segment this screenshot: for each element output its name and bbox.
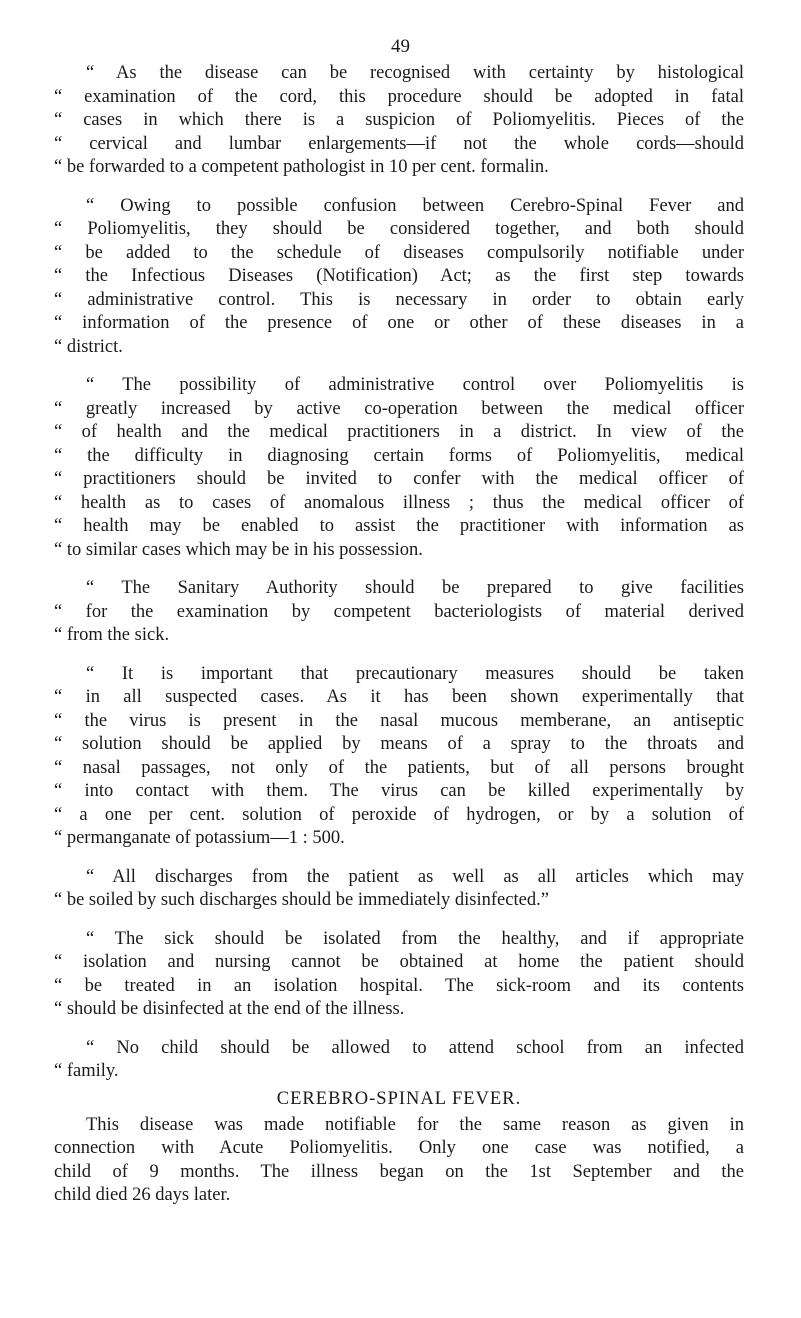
page-number: 49	[391, 36, 410, 57]
text-line: “ family.	[54, 1061, 119, 1081]
text-line: “ of health and the medical practitioners in a district. In view of the	[54, 422, 744, 442]
text-line: “ nasal passages, not only of the patients, but of all persons brought	[54, 757, 744, 778]
text-line: “ a one per cent. solution of peroxide of hydrogen, or by a solution of	[54, 804, 744, 825]
text-line: “ All discharges from the patient as well as all articles which may	[86, 866, 744, 887]
text-line: “ isolation and nursing cannot be obtained at home the patient should	[54, 952, 744, 972]
body-text	[54, 62, 744, 1223]
text-line: “ permanganate of potassium—1 : 500.	[54, 828, 345, 848]
text-line: “ from the sick.	[54, 625, 170, 645]
text-line: “ should be disinfected at the end of the illness.	[54, 999, 405, 1019]
text-line: “ be soiled by such discharges should be immediately disinfected.”	[54, 890, 549, 910]
text-line: “ Owing to possible confusion between Cerebro-Spinal Fever and	[86, 195, 744, 216]
text-line: “ in all suspected cases. As it has been shown experimentally that	[54, 687, 744, 707]
quoted-paragraph	[54, 1037, 744, 1084]
text-line: “ health may be enabled to assist the practitioner with information as	[54, 516, 744, 536]
text-line: “ practitioners should be invited to confer with the medical officer of	[54, 469, 744, 489]
text-line: connection with Acute Poliomyelitis. Only one case was notified, a	[54, 1138, 744, 1158]
text-line: “ Poliomyelitis, they should be considered together, and both should	[54, 219, 744, 239]
quoted-paragraph	[54, 62, 744, 180]
text-line: “ The Sanitary Authority should be prepared to give facilities	[86, 578, 744, 598]
text-line: “ the Infectious Diseases (Notification) Act; as the first step towards	[54, 266, 744, 286]
text-line: “ The possibility of administrative control over Poliomyelitis is	[86, 375, 744, 395]
text-line: “ into contact with them. The virus can be killed experimentally by	[54, 781, 744, 801]
text-line: “ examination of the cord, this procedure should be adopted in fatal	[54, 86, 744, 107]
text-line: “ cervical and lumbar enlargements—if not the whole cords—should	[54, 133, 744, 154]
text-line: child of 9 months. The illness began on the 1st September and the	[54, 1161, 744, 1182]
text-line: “ the virus is present in the nasal mucous memberane, an antiseptic	[54, 710, 744, 731]
text-line: “ be forwarded to a competent pathologist in 10 per cent. formalin.	[54, 157, 549, 177]
quoted-paragraph	[54, 577, 744, 648]
text-line: “ district.	[54, 336, 123, 357]
quoted-paragraph	[54, 663, 744, 851]
text-line: “ information of the presence of one or other of these diseases in a	[54, 313, 744, 333]
text-line: “ be added to the schedule of diseases compulsorily notifiable under	[54, 242, 744, 263]
text-line: “ be treated in an isolation hospital. The sick-room and its contents	[54, 975, 744, 996]
text-line: “ the difficulty in diagnosing certain forms of Poliomyelitis, medical	[54, 445, 744, 466]
text-line: “ No child should be allowed to attend school from an infected	[86, 1037, 744, 1058]
text-line: “ solution should be applied by means of a spray to the throats and	[54, 734, 744, 754]
text-line: child died 26 days later.	[54, 1185, 231, 1205]
quoted-paragraph	[54, 374, 744, 562]
text-line: “ administrative control. This is necessary in order to obtain early	[54, 289, 744, 310]
text-line: This disease was made notifiable for the same reason as given in	[86, 1114, 744, 1135]
text-line: “ It is important that precautionary measures should be taken	[86, 663, 744, 684]
section-heading: CEREBRO-SPINAL FEVER.	[276, 1088, 522, 1109]
text-line: “ greatly increased by active co-operation between the medical officer	[54, 398, 744, 419]
quoted-paragraph	[54, 866, 744, 913]
text-line: “ As the disease can be recognised with certainty by histological	[86, 63, 744, 83]
text-line: “ for the examination by competent bacteriologists of material derived	[54, 601, 744, 622]
quoted-paragraph	[54, 195, 744, 360]
quoted-paragraph	[54, 928, 744, 1022]
text-line: “ cases in which there is a suspicion of Poliomyelitis. Pieces of the	[54, 110, 744, 130]
text-line: “ The sick should be isolated from the healthy, and if appropriate	[86, 928, 744, 949]
text-line: “ health as to cases of anomalous illness ; thus the medical officer of	[54, 492, 744, 513]
closing-paragraph	[54, 1114, 744, 1208]
quoted-recommendations	[54, 62, 744, 1084]
text-line: “ to similar cases which may be in his possession.	[54, 539, 423, 560]
